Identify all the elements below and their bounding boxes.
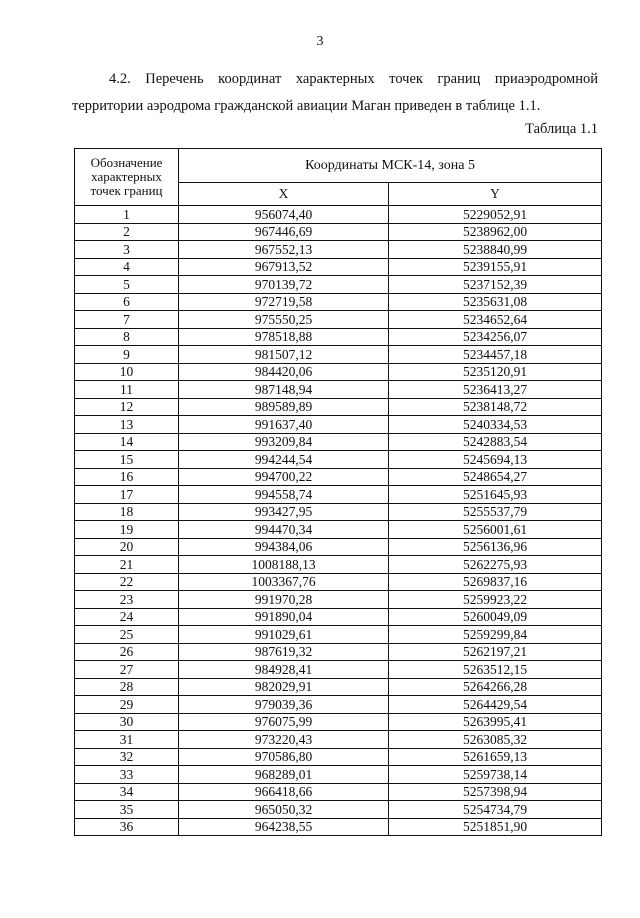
coord-x: 965050,32 xyxy=(179,801,389,819)
table-row xyxy=(75,346,602,364)
coordinates-table xyxy=(74,148,602,836)
coord-y: 5259299,84 xyxy=(389,626,602,644)
header-x: X xyxy=(179,183,389,206)
coord-y: 5235120,91 xyxy=(389,363,602,381)
table-row xyxy=(75,381,602,399)
coord-x: 979039,36 xyxy=(179,696,389,714)
coord-y: 5263995,41 xyxy=(389,713,602,731)
coord-x: 984420,06 xyxy=(179,363,389,381)
coord-x: 978518,88 xyxy=(179,328,389,346)
table-row xyxy=(75,801,602,819)
coord-x: 989589,89 xyxy=(179,398,389,416)
coord-x: 956074,40 xyxy=(179,206,389,224)
table-row xyxy=(75,468,602,486)
coord-y: 5251645,93 xyxy=(389,486,602,504)
table-row xyxy=(75,486,602,504)
coord-x: 993209,84 xyxy=(179,433,389,451)
table-row xyxy=(75,398,602,416)
coord-y: 5248654,27 xyxy=(389,468,602,486)
point-number: 6 xyxy=(75,293,179,311)
table-row xyxy=(75,713,602,731)
coord-x: 968289,01 xyxy=(179,766,389,784)
table-caption: Таблица 1.1 xyxy=(525,121,598,137)
coord-y: 5234256,07 xyxy=(389,328,602,346)
coord-y: 5242883,54 xyxy=(389,433,602,451)
table-row xyxy=(75,678,602,696)
coord-x: 967446,69 xyxy=(179,223,389,241)
point-number: 32 xyxy=(75,748,179,766)
point-number: 5 xyxy=(75,276,179,294)
point-number: 18 xyxy=(75,503,179,521)
coord-y: 5254734,79 xyxy=(389,801,602,819)
point-number: 29 xyxy=(75,696,179,714)
coord-y: 5234457,18 xyxy=(389,346,602,364)
point-number: 30 xyxy=(75,713,179,731)
point-number: 8 xyxy=(75,328,179,346)
point-number: 36 xyxy=(75,818,179,836)
point-number: 10 xyxy=(75,363,179,381)
coord-y: 5263085,32 xyxy=(389,731,602,749)
coord-y: 5240334,53 xyxy=(389,416,602,434)
table-row xyxy=(75,363,602,381)
table-row xyxy=(75,591,602,609)
table-row xyxy=(75,643,602,661)
table-row xyxy=(75,731,602,749)
coord-y: 5260049,09 xyxy=(389,608,602,626)
coord-y: 5264266,28 xyxy=(389,678,602,696)
table-row xyxy=(75,661,602,679)
coord-y: 5259738,14 xyxy=(389,766,602,784)
point-number: 19 xyxy=(75,521,179,539)
table-row xyxy=(75,223,602,241)
coord-y: 5236413,27 xyxy=(389,381,602,399)
point-number: 15 xyxy=(75,451,179,469)
coord-y: 5256001,61 xyxy=(389,521,602,539)
point-number: 21 xyxy=(75,556,179,574)
coord-x: 967552,13 xyxy=(179,241,389,259)
coord-y: 5259923,22 xyxy=(389,591,602,609)
coord-y: 5245694,13 xyxy=(389,451,602,469)
coord-y: 5237152,39 xyxy=(389,276,602,294)
coord-x: 994244,54 xyxy=(179,451,389,469)
point-number: 25 xyxy=(75,626,179,644)
table-row xyxy=(75,556,602,574)
coord-y: 5238962,00 xyxy=(389,223,602,241)
point-number: 16 xyxy=(75,468,179,486)
point-number: 24 xyxy=(75,608,179,626)
point-number: 34 xyxy=(75,783,179,801)
point-number: 22 xyxy=(75,573,179,591)
coord-y: 5251851,90 xyxy=(389,818,602,836)
coord-x: 972719,58 xyxy=(179,293,389,311)
coord-x: 994558,74 xyxy=(179,486,389,504)
point-number: 14 xyxy=(75,433,179,451)
table-row xyxy=(75,538,602,556)
coord-x: 964238,55 xyxy=(179,818,389,836)
coord-x: 976075,99 xyxy=(179,713,389,731)
table-row xyxy=(75,241,602,259)
table-row xyxy=(75,451,602,469)
point-number: 35 xyxy=(75,801,179,819)
coord-x: 966418,66 xyxy=(179,783,389,801)
table-row xyxy=(75,766,602,784)
coord-x: 1003367,76 xyxy=(179,573,389,591)
table-row xyxy=(75,626,602,644)
point-number: 27 xyxy=(75,661,179,679)
coord-x: 991637,40 xyxy=(179,416,389,434)
point-number: 23 xyxy=(75,591,179,609)
point-number: 3 xyxy=(75,241,179,259)
coord-y: 5256136,96 xyxy=(389,538,602,556)
table-row xyxy=(75,416,602,434)
table-row xyxy=(75,433,602,451)
table-row xyxy=(75,748,602,766)
point-number: 33 xyxy=(75,766,179,784)
header-coordinates: Координаты МСК-14, зона 5 xyxy=(179,149,602,183)
coord-y: 5261659,13 xyxy=(389,748,602,766)
point-number: 31 xyxy=(75,731,179,749)
point-number: 28 xyxy=(75,678,179,696)
coord-y: 5262275,93 xyxy=(389,556,602,574)
coord-y: 5239155,91 xyxy=(389,258,602,276)
point-number: 17 xyxy=(75,486,179,504)
table-row xyxy=(75,818,602,836)
coord-y: 5262197,21 xyxy=(389,643,602,661)
table-row xyxy=(75,258,602,276)
coord-x: 987619,32 xyxy=(179,643,389,661)
table-row xyxy=(75,311,602,329)
coord-y: 5255537,79 xyxy=(389,503,602,521)
header-point-designation: Обозначение характерных точек границ xyxy=(75,149,179,206)
coord-x: 991029,61 xyxy=(179,626,389,644)
table-row xyxy=(75,293,602,311)
table-row xyxy=(75,696,602,714)
coord-x: 975550,25 xyxy=(179,311,389,329)
page-number: 3 xyxy=(316,34,324,49)
coord-x: 994384,06 xyxy=(179,538,389,556)
coord-y: 5264429,54 xyxy=(389,696,602,714)
coord-x: 991890,04 xyxy=(179,608,389,626)
coord-y: 5238148,72 xyxy=(389,398,602,416)
coord-x: 970586,80 xyxy=(179,748,389,766)
table-body xyxy=(75,206,602,836)
coord-y: 5235631,08 xyxy=(389,293,602,311)
coord-x: 967913,52 xyxy=(179,258,389,276)
point-number: 11 xyxy=(75,381,179,399)
coord-y: 5263512,15 xyxy=(389,661,602,679)
point-number: 9 xyxy=(75,346,179,364)
coord-x: 981507,12 xyxy=(179,346,389,364)
table-row xyxy=(75,573,602,591)
coord-x: 994700,22 xyxy=(179,468,389,486)
point-number: 1 xyxy=(75,206,179,224)
point-number: 7 xyxy=(75,311,179,329)
coord-x: 994470,34 xyxy=(179,521,389,539)
coord-y: 5269837,16 xyxy=(389,573,602,591)
coord-x: 993427,95 xyxy=(179,503,389,521)
point-number: 4 xyxy=(75,258,179,276)
table-row xyxy=(75,276,602,294)
coord-x: 991970,28 xyxy=(179,591,389,609)
point-number: 12 xyxy=(75,398,179,416)
coord-x: 982029,91 xyxy=(179,678,389,696)
coord-y: 5257398,94 xyxy=(389,783,602,801)
table-row xyxy=(75,328,602,346)
table-row xyxy=(75,503,602,521)
coord-y: 5238840,99 xyxy=(389,241,602,259)
coord-x: 984928,41 xyxy=(179,661,389,679)
table-row xyxy=(75,521,602,539)
point-number: 26 xyxy=(75,643,179,661)
point-number: 13 xyxy=(75,416,179,434)
coord-x: 970139,72 xyxy=(179,276,389,294)
paragraph-line-1: 4.2. Перечень координат характерных точек границ приаэродромной xyxy=(109,71,598,87)
table-row xyxy=(75,783,602,801)
point-number: 20 xyxy=(75,538,179,556)
table-row xyxy=(75,206,602,224)
coord-x: 1008188,13 xyxy=(179,556,389,574)
coord-y: 5229052,91 xyxy=(389,206,602,224)
point-number: 2 xyxy=(75,223,179,241)
table-row xyxy=(75,608,602,626)
coord-y: 5234652,64 xyxy=(389,311,602,329)
header-y: Y xyxy=(389,183,602,206)
coord-x: 973220,43 xyxy=(179,731,389,749)
coord-x: 987148,94 xyxy=(179,381,389,399)
paragraph-line-2: территории аэродрома гражданской авиации Маган приведен в таблице 1.1. xyxy=(72,98,541,114)
